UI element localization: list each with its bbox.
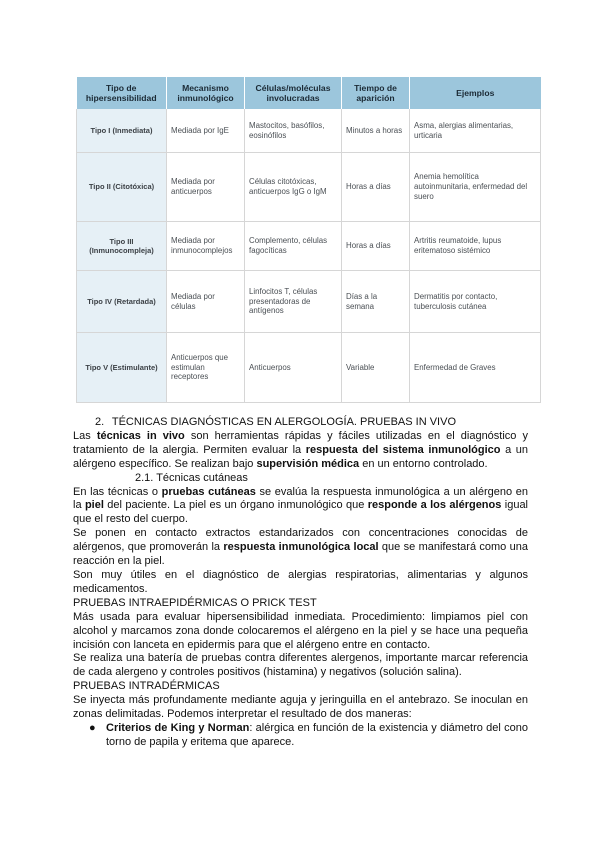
table-row (77, 333, 541, 403)
bold-term: respuesta inmunológica local (223, 541, 379, 554)
table-cell: Tipo V (Estimulante) (77, 333, 167, 403)
table-cell: Minutos a horas (342, 109, 410, 153)
table-cell: Anticuerpos que estimulan receptores (167, 333, 245, 403)
paragraph (73, 430, 528, 472)
text-run: En las técnicas o (73, 485, 162, 498)
header-cell: Tipo de hipersensibilidad (77, 77, 167, 109)
intradermal-heading: PRUEBAS INTRADÉRMICAS (73, 680, 220, 693)
prick-test-heading: PRUEBAS INTRAEPIDÉRMICAS O PRICK TEST (73, 596, 317, 609)
text-run: que se manifestará como una reacción en la piel. (73, 541, 528, 568)
subsection-heading: 2.1. Técnicas cutáneas (135, 471, 248, 484)
table-cell: Mediada por inmunocomplejos (167, 222, 245, 271)
text-run: a un alérgeno específico. Se realizan bajo (73, 443, 529, 470)
table-cell: Tipo IV (Retardada) (77, 271, 167, 333)
text-run: igual que el resto del cuerpo. (73, 499, 529, 526)
table-header-row (77, 77, 541, 109)
header-cell: Células/moléculas involucradas (245, 77, 342, 109)
table-cell: Células citotóxicas, anticuerpos IgG o IgM (245, 153, 342, 222)
header-cell: Mecanismo inmunológico (167, 77, 245, 109)
text-run: se evalúa la respuesta inmunológica a un alérgeno en la (73, 485, 528, 512)
table-cell: Enfermedad de Graves (410, 333, 541, 403)
table-row (77, 222, 541, 271)
table-cell: Tipo I (Inmediata) (77, 109, 167, 153)
table-cell: Variable (342, 333, 410, 403)
table-row (77, 109, 541, 153)
paragraph (73, 486, 528, 528)
table-cell: Tipo III (Inmunocompleja) (77, 222, 167, 271)
bullet-icon: ● (89, 721, 96, 734)
table-cell: Días a la semana (342, 271, 410, 333)
table-cell: Asma, alergias alimentarias, urticaria (410, 109, 541, 153)
text-run: en un entorno controlado. (359, 457, 488, 470)
paragraph: Son muy útiles en el diagnóstico de alergias respiratorias, alimentarias y algunos medicamentos. (73, 568, 528, 595)
bold-term: técnicas in vivo (96, 429, 185, 442)
bold-term: Criterios de King y Norman (106, 721, 250, 734)
hypersensitivity-table (76, 77, 541, 403)
table-cell: Mediada por células (167, 271, 245, 333)
bold-term: piel (84, 499, 104, 512)
table-cell: Anticuerpos (245, 333, 342, 403)
text-run: Las (73, 429, 97, 442)
list-item (73, 722, 528, 750)
bold-term: responde a los alérgenos (367, 499, 502, 512)
text-run: Se ponen en contacto extractos estandarizados con concentraciones conocidas de alérgenos, que promoverán la (73, 527, 528, 554)
table-cell: Anemia hemolítica autoinmunitaria, enfermedad del suero (410, 153, 541, 222)
bold-term: supervisión médica (256, 457, 360, 470)
table-cell: Dermatitis por contacto, tuberculosis cutánea (410, 271, 541, 333)
text-run: del paciente. La piel es un órgano inmunológico que (103, 499, 368, 512)
bold-term: respuesta del sistema inmunológico (305, 443, 501, 456)
paragraph: Se realiza una batería de pruebas contra diferentes alergenos, importante marcar referencia de cada alergeno y controles positivos (histamina) y negativos (solución salina). (73, 652, 528, 679)
bold-term: pruebas cutáneas (161, 485, 256, 498)
section-heading (73, 416, 528, 430)
paragraph: Se inyecta más profundamente mediante aguja y jeringuilla en el antebrazo. Se inoculan en zonas delimitadas. Podemos interpretar el resultado de dos maneras: (73, 694, 528, 721)
document-body (73, 416, 528, 750)
paragraph: Más usada para evaluar hipersensibilidad inmediata. Procedimiento: limpiamos piel con alcohol y marcamos zona donde colocaremos el alérgeno en la piel y se hace una pequeña incisión con lanceta en epidermis para que el alérgeno entre en contacto. (73, 610, 528, 651)
table-cell: Horas a días (342, 153, 410, 222)
table-cell: Mastocitos, basófilos, eosinófilos (245, 109, 342, 153)
text-run: : alérgica en función de la existencia y diámetro del cono torno de papila y eritema que aparece. (106, 721, 528, 748)
section-number: 2. (95, 416, 105, 428)
table-cell: Linfocitos T, células presentadoras de antígenos (245, 271, 342, 333)
table-cell: Tipo II (Citotóxica) (77, 153, 167, 222)
section-title: TÉCNICAS DIAGNÓSTICAS EN ALERGOLOGÍA. PRUEBAS IN VIVO (111, 416, 456, 428)
table-cell: Horas a días (342, 222, 410, 271)
header-cell: Ejemplos (410, 77, 541, 109)
text-run: son herramientas rápidas y fáciles utilizadas en el diagnóstico y tratamiento de la alergia. Permiten evaluar la (73, 429, 528, 456)
table-cell: Complemento, células fagocíticas (245, 222, 342, 271)
header-cell: Tiempo de aparición (342, 77, 410, 109)
table-cell: Mediada por anticuerpos (167, 153, 245, 222)
paragraph (73, 527, 528, 569)
table-row (77, 271, 541, 333)
table-row (77, 153, 541, 222)
table-cell: Artritis reumatoide, lupus eritematoso sistémico (410, 222, 541, 271)
table-cell: Mediada por IgE (167, 109, 245, 153)
